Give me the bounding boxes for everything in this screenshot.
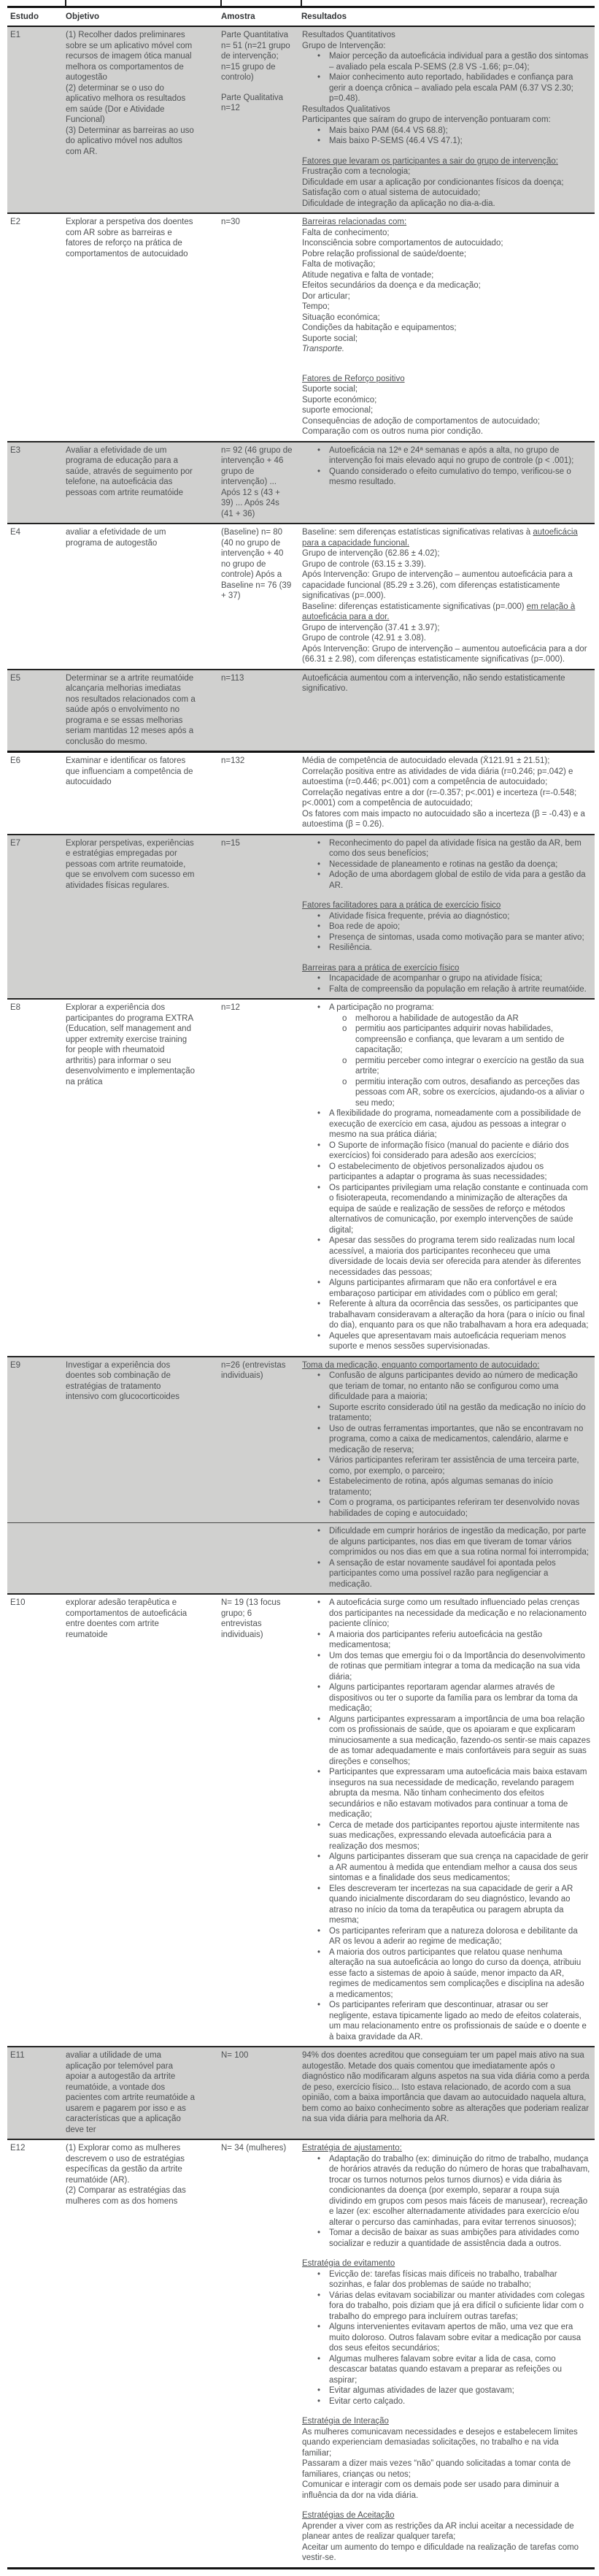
results-text-line: Aprender a viver com as restrições da AR inclui aceitar a necessidade de planear antes de realizar qualquer tarefa; (302, 2521, 574, 2541)
results-cell (301, 670, 595, 752)
results-bullet-item: • A maioria dos outros participantes que relatou quase nenhuma alteração na sua autoeficácia ao longo do curso da doença, atribuiu esse facto a sistemas de apoio à saúde, menor impacto da AR, regimes de medicamentos sem complicações e disciplina na adesão a medicamentos; (302, 1947, 590, 2001)
results-bullet-item: • Alguns participantes expressaram a importância de uma boa relação com os profissionais de saúde, que os apoiaram e que explicaram minuciosamente a sua medicação, fazendo-os sentir-se mais capazes de as tomar adequadamente e mais confortáveis para seguir as suas direções e conselhos; (302, 1714, 590, 1768)
results-text-line: Consequências de adoção de comportamentos de autocuidado; (302, 416, 541, 426)
results-bullet-item: • Várias delas evitavam sociabilizar ou manter atividades com colegas fora do trabalho, pois diziam que já era difícil o suficiente lidar com o trabalho do emprego para incluírem outras tarefas; (302, 2291, 590, 2323)
results-cell (301, 213, 595, 442)
objective-paragraph: Determinar se a artrite reumatóide alcançaria melhorias imediatas nos resultados relacionados com a saúde após o envolvimento no programa e se essas melhorias seriam mantidas 12 meses após a conclusão do mesmo. (66, 673, 196, 746)
results-bullet-item: • O estabelecimento de objetivos personalizados ajudou os participantes a adaptar o programa às suas necessidades; (302, 1162, 590, 1183)
results-bullet-item: • Vários participantes referiram ter assistência de uma terceira parte, como, por exemplo, o parceiro; (302, 1455, 590, 1476)
results-bullet-item: • Adoção de uma abordagem global de estilo de vida para a gestão da AR. (302, 870, 590, 891)
sample-paragraph: N= 100 (221, 2051, 249, 2060)
results-spacer (302, 147, 590, 156)
results-spacer (302, 2407, 590, 2416)
sample-paragraph: n=113 (221, 673, 244, 683)
sample-cell (221, 1357, 301, 1523)
results-bullet-item: • A maioria dos participantes referiu autoeficácia na gestão medicamentosa; (302, 1630, 590, 1651)
results-bullet-item: • Atividade física frequente, prévia ao diagnóstico; (302, 911, 590, 922)
results-text-line: Grupo de controle (63.15 ± 3.39). (302, 559, 426, 569)
results-sub-bullet-item: o permitiu perceber como integrar o exercício na gestão da sua artrite; (302, 1056, 590, 1077)
results-section-heading: Fatores de Reforço positivo (302, 374, 405, 383)
cell-spacer (221, 83, 293, 93)
table-header (7, 7, 595, 27)
study-row-e10 (7, 1594, 595, 2047)
results-text-line: Suporte social; (302, 334, 358, 343)
results-cell (301, 2139, 595, 2568)
results-text-line: suporte emocional; (302, 406, 374, 415)
results-bullet-item: • Cerca de metade dos participantes reportou ajuste intermitente nas suas medicações, expressando elevada autoeficácia para a realização dos mesmos; (302, 1820, 590, 1852)
results-sub-bullet-item: o permitiu aos participantes adquirir novas habilidades, compreensão e confiança, que levaram a um sentido de capacitação; (302, 1024, 590, 1056)
results-bullet-item: • Evicção de: tarefas físicas mais difíceis no trabalho, trabalhar sozinhas, e falar dos problemas de saúde no trabalho; (302, 2269, 590, 2291)
results-text-line: Falta de motivação; (302, 260, 376, 269)
results-section-heading: Fatores facilitadores para a prática de exercício físico (302, 901, 501, 910)
results-spacer (302, 355, 590, 364)
results-bullet-item: • Alguns participantes afirmaram que não era confortável e era embaraçoso participar em atividades com o público em geral; (302, 1278, 590, 1299)
results-text-line: Falta de conhecimento; (302, 228, 390, 237)
results-text-line: Dificuldade em usar a aplicação por condicionantes físicos da doença; (302, 177, 564, 187)
objective-cell (66, 835, 221, 1000)
study-id-cell (7, 2047, 66, 2139)
results-text-line: Após Intervenção: Grupo de intervenção – aumentou autoeficácia para a dor (66.31 ± 2.98), com diferenças estatisticamente significativas (p=.000). (302, 644, 587, 664)
study-id-cell (7, 999, 66, 1357)
sample-paragraph: Parte Qualitativa n=12 (221, 93, 284, 112)
study-id: E5 (10, 673, 21, 683)
objective-cell (66, 442, 221, 524)
study-row-e3 (7, 442, 595, 524)
sample-cell (221, 1594, 301, 2047)
results-bullet-item: • Evitar certo calçado. (302, 2396, 590, 2407)
results-bullet-item: • Autoeficácia na 12ª e 24ª semanas e após a alta, no grupo de intervenção foi mais elevado aqui no grupo de controle (p < .001); (302, 445, 590, 467)
results-bullet-item: • A autoeficácia surge como um resultado influenciado pelas crenças dos participantes na necessidade da medicação e no relacionamento paciente clínico; (302, 1598, 590, 1630)
results-text-line: Situação económica; (302, 313, 380, 322)
results-text-line: Grupo de controle (42.91 ± 3.08). (302, 634, 426, 643)
results-text-line: Participantes que saíram do grupo de intervenção pontuaram com: (302, 115, 551, 124)
column-header-amostra: Amostra (221, 12, 255, 21)
results-text-line: Autoeficácia aumentou com a intervenção, não sendo estatisticamente significativo. (302, 673, 565, 693)
results-cell (301, 1594, 595, 2047)
column-boundary-tick (220, 0, 222, 6)
objective-paragraph: (1) Explorar como as mulheres descrevem o uso de estratégias específicas da gestão da artrite reumatóide (AR). (66, 2144, 185, 2185)
study-row-e12 (7, 2139, 595, 2568)
study-row-e1 (7, 26, 595, 213)
results-section-heading: Estratégias de Aceitação (302, 2511, 395, 2520)
results-text-line: Dificuldade de integração da aplicação no dia-a-dia. (302, 199, 495, 208)
results-bullet-item: • Alguns participantes reportaram agendar alarmes através de dispositivos ou ter o suporte da família para os lembrar da toma da medicação; (302, 1682, 590, 1714)
results-sub-bullet-item: o melhorou a habilidade de autogestão da AR (302, 1013, 590, 1024)
results-text-line: Transporte. (302, 345, 344, 353)
results-bullet-item: • Um dos temas que emergiu foi o da Importância do desenvolvimento de rotinas que permitiam integrar a toma da medicação na sua vida diária; (302, 1651, 590, 1683)
results-bullet-item: • Apesar das sessões do programa terem sido realizadas num local acessível, a maioria dos participantes reconheceu que uma diversidade de locais devia ser oferecida para atender às diferentes necessidades das pessoas; (302, 1235, 590, 1278)
results-text-line: Resultados Quantitativos (302, 31, 395, 39)
study-id: E2 (10, 218, 21, 226)
results-bullet-item: • Referente à altura da ocorrência das sessões, os participantes que trabalhavam consideravam a alteração da hora (para o início ou final do dia), enquanto para os que não trabalhavam a hora era adequada; (302, 1299, 590, 1331)
column-header-objetivo: Objetivo (66, 12, 100, 21)
results-spacer (302, 891, 590, 900)
results-bullet-item: • Maior conhecimento auto reportado, habilidades e confiança para gerir a doença crônica – avaliado pela escala PAM (6.37 VS 2.30; p=0.48). (302, 72, 590, 104)
objective-paragraph: explorar adesão terapêutica e comportamentos de autoeficácia entre doentes com artrite reumatoide (66, 1598, 188, 1639)
sample-paragraph: n=26 (entrevistas individuais) (221, 1360, 286, 1380)
results-spacer (302, 2501, 590, 2510)
results-text-line: Passaram a dizer mais vezes “não” quando solicitadas a tomar conta de familiares, crianças ou netos; (302, 2459, 571, 2479)
results-section-heading: Estratégia de ajustamento: (302, 2144, 402, 2153)
results-bullet-item: • Maior perceção da autoeficácia individual para a gestão dos sintomas – avaliado pela escala P-SEMS (2.8 VS -1.66; p=.04); (302, 51, 590, 72)
sample-cell (221, 2139, 301, 2568)
objective-paragraph: Explorar a experiência dos participantes do programa EXTRA (Education, self management and upper extremity exercise training for people with rheumatoid arthritis) para informar o seu desenvolvimento e implementação na prática (66, 1003, 196, 1086)
study-id: E8 (10, 1003, 21, 1012)
results-bullet-item: • Quando considerado o efeito cumulativo do tempo, verificou-se o mesmo resultado. (302, 467, 590, 488)
results-text-line: Pobre relação profissional de saúde/doente; (302, 249, 467, 258)
column-header-resultados: Resultados (301, 12, 347, 21)
objective-paragraph: Examinar e identificar os fatores que influenciam a competência de autocuidado (66, 756, 193, 786)
results-bullet-item: • Mais baixo P-SEMS (46.4 VS 47.1); (302, 136, 590, 147)
results-bullet-item: • Incapacidade de acompanhar o grupo na atividade física; (302, 973, 590, 984)
study-id: E9 (10, 1360, 21, 1370)
results-cell (301, 26, 595, 213)
sample-paragraph: n=12 (221, 1003, 240, 1012)
objective-cell (66, 1594, 221, 2047)
results-spacer (302, 2249, 590, 2258)
study-id-cell (7, 1523, 66, 1595)
header-row (7, 7, 595, 27)
results-bullet-item: • A sensação de estar novamente saudável foi apontada pelos participantes como uma possível razão para negligenciar a medicação. (302, 1558, 590, 1590)
results-bullet-item: • Resiliência. (302, 943, 590, 954)
objective-cell (66, 999, 221, 1357)
objective-cell (66, 1357, 221, 1523)
study-id: E3 (10, 445, 21, 455)
column-boundary-tick (65, 0, 66, 6)
results-bullet-item: • Boa rede de apoio; (302, 921, 590, 932)
results-bullet-item: • Uso de outras ferramentas importantes, que não se encontravam no programa, como a caixa de medicamentos, calendário, alarme e medicação de reserva; (302, 1424, 590, 1456)
study-id-cell (7, 2139, 66, 2568)
results-text-line: Frustração com a tecnologia; (302, 167, 411, 176)
results-bullet-item: • Os participantes privilegiam uma relação constante e continuada com o fisioterapeuta, recomendando a minimização de alterações da equipa de saúde e realização de sessões de reforço e métodos alternativos de comunicação, por exemplo intervenções de saúde digital; (302, 1183, 590, 1236)
results-cell (301, 442, 595, 524)
results-bullet-item: • Com o programa, os participantes referiram ter desenvolvido novas habilidades de coping e autocuidado; (302, 1498, 590, 1519)
sample-cell (221, 835, 301, 1000)
study-id-cell (7, 442, 66, 524)
results-bullet-item: • Alguns participantes disseram que sua crença na capacidade de gerir a AR aumentou à medida que entendiam melhor a causa dos seus sintomas e a finalidade dos seus medicamentos; (302, 1852, 590, 1884)
objective-cell (66, 2139, 221, 2568)
study-id-cell (7, 1594, 66, 2047)
studies-table (7, 6, 595, 2569)
results-section-heading: Toma da medicação, enquanto comportamento de autocuidado: (302, 1360, 540, 1370)
study-id: E11 (10, 2051, 25, 2060)
results-section-heading: Fatores que levaram os participantes a sair do grupo de intervenção: (302, 156, 558, 166)
sample-paragraph: n=15 (221, 838, 240, 848)
study-row-e4 (7, 524, 595, 670)
objective-paragraph: Investigar a experiência dos doentes sob combinação de estratégias de tratamento intensivo com glucocorticoides (66, 1360, 179, 1401)
sample-cell (221, 442, 301, 524)
sample-cell (221, 670, 301, 752)
sample-paragraph: n=30 (221, 218, 240, 226)
results-text-line: Suporte social; (302, 385, 358, 394)
results-text-line: Grupo de intervenção (62.86 ± 4.02); (302, 549, 440, 558)
objective-paragraph: avaliar a efetividade de um programa de autogestão (66, 528, 166, 548)
results-bullet-item: • A participação no programa: (302, 1003, 590, 1013)
objective-cell (66, 524, 221, 670)
study-id-cell (7, 26, 66, 213)
objective-paragraph: (1) Recolher dados preliminares sobre se um aplicativo móvel com recursos de imagem ótica manual melhora os comportamentos de autogestão (66, 31, 193, 82)
sample-paragraph: n= 92 (46 grupo de intervenção + 46 grupo de intervenção) ... Após 12 s (43 + 39) ... Após 24s (41 + 36) (221, 445, 293, 518)
results-text-line: Dor articular; (302, 291, 350, 301)
results-cell (301, 835, 595, 1000)
results-bullet-item: • A flexibilidade do programa, nomeadamente com a possibilidade de execução de exercício em casa, ajudou as pessoas a integrar o mesmo na sua prática diária; (302, 1108, 590, 1141)
objective-cell (66, 1523, 221, 1595)
results-bullet-item: • Aqueles que apresentavam mais autoeficácia requeriam menos suporte e menos sessões supervisionadas. (302, 1331, 590, 1352)
results-bullet-item: • O Suporte de informação físico (manual do paciente e diário dos exercícios) foi considerado para adesão aos exercícios; (302, 1141, 590, 1162)
results-bullet-item: • Confusão de alguns participantes devido ao número de medicação que teriam de tomar, no entanto não se configurou como uma dificuldade para a maioria; (302, 1371, 590, 1403)
results-cell (301, 2047, 595, 2139)
results-bullet-item: • Eles descreveram ter incertezas na sua capacidade de gerir a AR quando inicialmente discordaram do seu diagnóstico, levando ao atraso no início da toma da terapêutica ou paragem abrupta da mesma; (302, 1884, 590, 1926)
results-bullet-item: • Tomar a decisão de baixar as suas ambições para atividades como socializar e reduzir a quantidade de assistência dada a outros. (302, 2228, 590, 2249)
results-text-line: Após Intervenção: Grupo de intervenção – aumentou autoeficácia para a capacidade funcional (85.29 ± 3.26), com diferenças estatisticamente significativas (p=.000). (302, 570, 573, 600)
results-text-line: Resultados Qualitativos (302, 104, 390, 114)
study-id-cell (7, 670, 66, 752)
results-spacer (302, 364, 590, 374)
study-id: E12 (10, 2144, 26, 2153)
results-bullet-item: • Estabelecimento de rotina, após algumas semanas do início tratamento; (302, 1476, 590, 1498)
results-bullet-item: • Evitar algumas atividades de lazer que gostavam; (302, 2385, 590, 2396)
results-bullet-item: • Reconhecimento do papel da atividade física na gestão da AR, bem como dos seus benefícios; (302, 838, 590, 859)
results-bullet-item: • Necessidade de planeamento e rotinas na gestão da doença; (302, 859, 590, 870)
results-bullet-item: • Mais baixo PAM (64.4 VS 68.8); (302, 126, 590, 137)
study-row-e2 (7, 213, 595, 442)
results-text-line: Média de competência de autocuidado elevada (X̄121.91 ± 21.51); (302, 756, 550, 765)
results-text-line: Aceitar um aumento do tempo e dificuldade na realização de tarefas como vestir-se. (302, 2542, 579, 2562)
sample-paragraph: N= 34 (mulheres) (221, 2144, 287, 2153)
results-text-line: Grupo de Intervenção: (302, 41, 386, 50)
results-text-line: Correlação negativas entre a dor (r=-0.357; p<.001) e incerteza (r=-0.548; p<.0001) com a competência de autocuidado; (302, 788, 577, 808)
objective-paragraph: avaliar a utilidade de uma aplicação por telemóvel para apoiar a autogestão da artrite reumatóide, a vontade dos pacientes com artrite reumatóide a usarem e pagarem por isso e as características que a aplicação deve ter (66, 2051, 196, 2134)
results-text-line: Grupo de intervenção (37.41 ± 3.97); (302, 623, 440, 632)
results-cell (301, 999, 595, 1357)
table-body (7, 26, 595, 2568)
study-row-continuation (7, 1523, 595, 1595)
study-id: E6 (10, 756, 21, 765)
study-id: E7 (10, 838, 21, 848)
results-bullet-item: • Dificuldade em cumprir horários de ingestão da medicação, por parte de alguns participantes, nos dias em que tiveram de tomar vários comprimidos ou nos dias em que a sua rotina normal foi interrompida; (302, 1526, 590, 1558)
study-id-cell (7, 752, 66, 835)
results-sub-bullet-item: o permitiu interação com outros, desafiando as perceções das pessoas com AR, sobre os exercícios, ajudando-os a aliviar o seu medo; (302, 1077, 590, 1109)
column-boundary-tick (301, 0, 302, 6)
objective-paragraph: Explorar perspetivas, experiências e estratégias empregadas por pessoas com artrite reumatoide, que se envolvem com sucesso em atividades físicas regulares. (66, 838, 195, 890)
sample-cell (221, 26, 301, 213)
sample-cell (221, 2047, 301, 2139)
results-bullet-item: • Adaptação do trabalho (ex: diminuição do ritmo de trabalho, mudança de horários através da redução do número de horas que trabalhavam, trocar os turnos noturnos pelos turnos diurnos) e vida diária às condicionantes da doença (por exemplo, separar a roupa suja dividindo em grupos com pesos mais fáceis de manusear), recreação e lazer (ex: escolher alternadamente atividades para exercício e/ou alterar o percurso das caminhadas, para evitar terrenos sinuosos); (302, 2154, 590, 2228)
study-id: E4 (10, 528, 21, 537)
results-text-line: Tempo; (302, 302, 330, 311)
study-row-e5 (7, 670, 595, 752)
study-id-cell (7, 1357, 66, 1523)
results-bullet-item: • Os participantes referiram que descontinuar, atrasar ou ser negligente, estava tipicamente ligado ao medo de efeitos colaterais, um mau relacionamento entre os profissionais de saúde e o doente e à baixa gravidade da AR. (302, 2000, 590, 2042)
objective-paragraph: Avaliar a efetividade de um programa de educação para a saúde, através de seguimento por telefone, na autoeficácia das pessoas com artrite reumatóide (66, 445, 193, 497)
results-text-line: Os fatores com mais impacto no autocuidado são a incerteza (β = -0.43) e a autoestima (β = 0.26). (302, 809, 585, 829)
results-cell (301, 752, 595, 835)
sample-cell (221, 752, 301, 835)
study-id-cell (7, 524, 66, 670)
study-id: E10 (10, 1598, 26, 1607)
study-id: E1 (10, 31, 21, 39)
study-row-e6 (7, 752, 595, 835)
results-text-line: 94% dos doentes acreditou que conseguiam ter um papel mais ativo na sua autogestão. Metade dos quais comentou que imediatamente após o diagnóstico não modificaram alguns aspetos na sua vida diária como a perda de peso, exercício físico... Isto estava relacionado, de acordo com a sua opinião, com a baixa importância que davam ao autocuidado naquela altura, bem como ao baixo conhecimento sobre as alterações que poderiam realizar na sua vida diária para melhoria da AR. (302, 2051, 590, 2123)
objective-paragraph: (2) determinar se o uso do aplicativo melhora os resultados em saúde (Dor e Atividade Funcional) (66, 83, 186, 124)
objective-cell (66, 2047, 221, 2139)
results-text-line: Satisfação com o atual sistema de autocuidado; (302, 188, 481, 197)
results-text-line: Atitude negativa e falta de vontade; (302, 270, 434, 280)
results-spacer (302, 954, 590, 963)
results-cell (301, 1357, 595, 1523)
results-text-line: Comparação com os outros numa pior condição. (302, 427, 484, 436)
sample-cell (221, 524, 301, 670)
study-id-cell (7, 835, 66, 1000)
sample-cell (221, 999, 301, 1357)
results-section-heading: Estratégia de Interação (302, 2417, 389, 2426)
results-bullet-item: • Algumas mulheres falavam sobre evitar a lida de casa, como descascar batatas quando estavam a preparar as refeições ou aspirar; (302, 2354, 590, 2386)
sample-cell (221, 213, 301, 442)
sample-paragraph: Parte Quantitativa n= 51 (n=21 grupo de intervenção; n=15 grupo de controlo) (221, 31, 290, 82)
objective-paragraph: Explorar a perspetiva dos doentes com AR sobre as barreiras e fatores de reforço na prática de comportamentos de autocuidado (66, 218, 193, 258)
study-row-e11 (7, 2047, 595, 2139)
objective-cell (66, 213, 221, 442)
results-bullet-item: • Participantes que expressaram uma autoeficácia mais baixa estavam inseguros na sua necessidade de medicação, revelando paragem abrupta da mesma. Não tinham conhecimento dos efeitos secundários e não estavam motivados para continuar a toma de medicação; (302, 1767, 590, 1820)
results-text-line: Correlação positiva entre as atividades de vida diária (r=0.246; p=.042) e autoestima (r=0.446; p<.001) com a competência de autocuidado; (302, 767, 573, 786)
results-text-line: Suporte económico; (302, 395, 377, 405)
results-section-heading: Barreiras relacionadas com: (302, 218, 407, 226)
objective-paragraph: (3) Determinar as barreiras ao uso do aplicativo móvel nos adultos com AR. (66, 126, 194, 156)
study-row-e8 (7, 999, 595, 1357)
objective-cell (66, 26, 221, 213)
study-row-e9 (7, 1357, 595, 1523)
results-text-line: Baseline: diferenças estatisticamente significativas (p=.000) em relação à autoeficácia para a dor. (302, 602, 576, 621)
results-text-line: Efeitos secundários da doença e da medicação; (302, 281, 481, 290)
study-row-e7 (7, 835, 595, 1000)
results-bullet-item: • Falta de compreensão da população em relação à artrite reumatóide. (302, 984, 590, 995)
results-bullet-item: • Presença de sintomas, usada como motivação para se manter ativo; (302, 932, 590, 943)
sample-paragraph: (Baseline) n= 80 (40 no grupo de intervenção + 40 no grupo de controle) Após a Baseline n= 76 (39 + 37) (221, 528, 292, 600)
column-header-estudo: Estudo (10, 12, 39, 21)
objective-paragraph: (2) Comparar as estratégias das mulheres com as dos homens (66, 2186, 186, 2206)
results-text-line: As mulheres comunicavam necessidades e desejos e estabelecem limites quando experienciam demasiadas solicitações, no trabalho e na vida familiar; (302, 2427, 578, 2458)
objective-cell (66, 752, 221, 835)
sample-cell (221, 1523, 301, 1595)
results-section-heading: Estratégia de evitamento (302, 2259, 395, 2268)
results-cell (301, 1523, 595, 1595)
results-text-line: Condições da habitação e equipamentos; (302, 323, 457, 332)
results-text-line: Comunicar e interagir com os demais pode ser usado para diminuir a influência da dor na vida diária. (302, 2480, 560, 2500)
results-bullet-item: • Suporte escrito considerado útil na gestão da medicação no início do tratamento; (302, 1403, 590, 1424)
results-text-line: Inconsciência sobre comportamentos de autocuidado; (302, 239, 503, 248)
results-text-line: Baseline: sem diferenças estatísticas significativas relativas à autoeficácia para a capacidade funcional. (302, 528, 578, 548)
results-bullet-item: • Alguns intervenientes evitavam apertos de mão, uma vez que era muito doloroso. Outros falavam sobre evitar a medicação por causa dos seus efeitos secundários; (302, 2322, 590, 2354)
sample-paragraph: N= 19 (13 focus grupo; 6 entrevistas individuais) (221, 1598, 281, 1639)
sample-paragraph: n=132 (221, 756, 245, 765)
objective-cell (66, 670, 221, 752)
results-bullet-item: • Os participantes referiram que a natureza dolorosa e debilitante da AR os levou a aderir ao regime de medicação; (302, 1926, 590, 1947)
study-id-cell (7, 213, 66, 442)
results-cell (301, 524, 595, 670)
results-section-heading: Barreiras para a prática de exercício físico (302, 963, 460, 973)
